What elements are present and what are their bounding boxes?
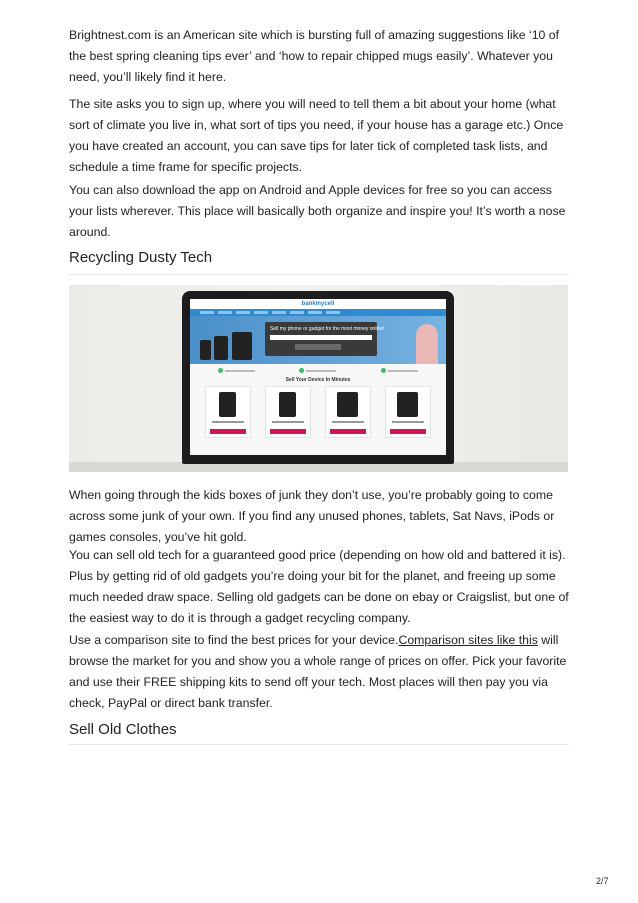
heading-sell-old-clothes: Sell Old Clothes <box>69 721 177 738</box>
girl-photo <box>416 324 438 364</box>
device-card <box>265 386 311 438</box>
tablet-image <box>232 332 252 360</box>
site-logo: bankmycell <box>301 301 335 307</box>
paragraph-kids-junk: When going through the kids boxes of junk they don’t use, you’re probably going to come across some junk of your own. If you find any unused phones, tablets, Sat Navs, iPods or games consoles, you’ve hit gold. <box>69 488 555 544</box>
phone-image <box>214 336 228 360</box>
search-field <box>270 335 372 340</box>
comparison-sites-link[interactable]: Comparison sites like this <box>398 633 538 647</box>
heading-divider <box>69 744 569 745</box>
heading-divider <box>69 274 569 275</box>
site-banner <box>190 316 446 364</box>
banner-text: Sell my phone or gadget for the most money online! <box>270 326 385 332</box>
paragraph-sell-old-tech: You can sell old tech for a guaranteed good price (depending on how old and battered it is). Plus by getting rid of old gadgets you’re doing your bit for the planet, and freeing up some much needed draw space. Selling old gadgets can be done on ebay or Craigslist, but one of the easiest way to do it is through a gadget recycling company. <box>69 548 569 625</box>
device-cards <box>190 383 446 441</box>
paragraph-brightnest-signup: The site asks you to sign up, where you will need to tell them a bit about your home (what sort of climate you live in, what sort of tips you need, if your house has a garage etc.) Once you have created an account, you can save tips for later tick of completed task lists, and schedule a time frame for specific projects. <box>69 97 564 174</box>
site-features <box>190 364 446 377</box>
laptop-screen <box>190 299 446 455</box>
laptop-frame <box>182 291 454 464</box>
heading-recycling-dusty-tech: Recycling Dusty Tech <box>69 249 213 266</box>
paragraph-brightnest-intro: Brightnest.com is an American site which is bursting full of amazing suggestions like ‘10 of the best spring cleaning tips ever’ and ‘how to repair chipped mugs easily’. Whatever you need, you’ll likely find it here. <box>69 28 560 84</box>
device-card <box>385 386 431 438</box>
section-title: Sell Your Device In Minutes <box>285 377 351 383</box>
phone-image <box>200 340 211 360</box>
paragraph-comparison-sites: Use a comparison site to find the best prices for your device.Comparison sites like this will browse the market for you and show you a whole range of prices on offer. Pick your favorite and use their FREE shipping kits to send off your tech. Most places will then pay you via check, PayPal or direct bank transfer. <box>69 633 567 710</box>
search-panel <box>265 322 385 356</box>
site-nav <box>190 309 446 316</box>
search-button <box>295 344 341 350</box>
laptop-photo <box>69 285 568 472</box>
page-number: 2/7 <box>596 876 609 886</box>
site-header <box>190 299 446 309</box>
device-card <box>205 386 251 438</box>
paragraph-brightnest-app: You can also download the app on Android and Apple devices for free so you can access your lists wherever. This place will basically both organize and inspire you! It’s worth a nose around. <box>69 183 566 239</box>
device-card <box>325 386 371 438</box>
